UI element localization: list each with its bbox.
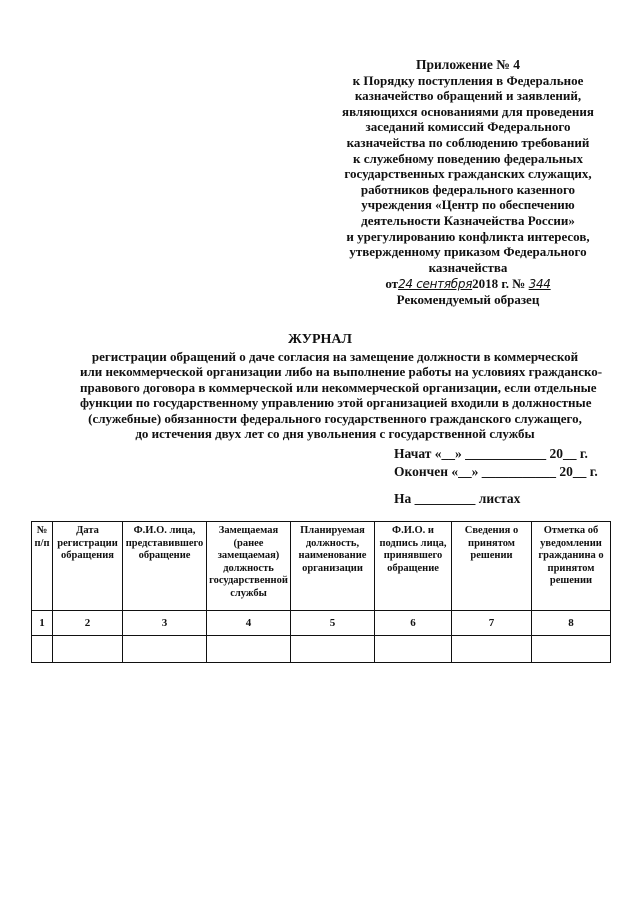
- appendix-line: казначейства: [428, 259, 508, 275]
- journal-subtitle-line: регистрации обращений о даче согласия на замещение должности в коммерческой: [91, 349, 579, 364]
- header-cell-planned-position: Планируемая должность, наименование организации: [291, 522, 375, 611]
- empty-cell[interactable]: [123, 636, 207, 663]
- appendix-line: и урегулированию конфликта интересов,: [346, 228, 590, 244]
- journal-title: ЖУРНАЛ: [288, 332, 352, 347]
- recommended-sample-label: Рекомендуемый образец: [396, 292, 540, 307]
- empty-cell[interactable]: [532, 636, 611, 663]
- appendix-line: работников федерального казенного: [360, 181, 576, 197]
- header-cell-receiver: Ф.И.О. и подпись лица, принявшего обращение: [375, 522, 452, 611]
- empty-cell[interactable]: [53, 636, 123, 663]
- column-number-cell: 6: [375, 611, 452, 636]
- appendix-line: являющихся основаниями для проведения: [342, 103, 594, 119]
- appendix-line: учреждения «Центр по обеспечению: [361, 197, 575, 213]
- column-number-cell: 8: [532, 611, 611, 636]
- column-number-cell: 3: [123, 611, 207, 636]
- empty-cell[interactable]: [375, 636, 452, 663]
- header-cell-position: Замещаемая (ранее замещаемая) должность государственной службы: [207, 522, 291, 611]
- appendix-line: утвержденному приказом Федерального: [349, 244, 587, 260]
- journal-subtitle-line: (служебные) обязанности федерального государственного гражданского служащего,: [88, 410, 582, 426]
- order-number-handwritten: 344: [528, 277, 551, 292]
- header-cell-number: № п/п: [32, 522, 53, 611]
- header-cell-applicant: Ф.И.О. лица, представившего обращение: [123, 522, 207, 611]
- sheets-count-line: На _________ листах: [394, 491, 521, 506]
- journal-subtitle: [80, 349, 603, 442]
- order-reference: [318, 276, 618, 293]
- empty-cell[interactable]: [452, 636, 532, 663]
- journal-subtitle-line: функции по государственному управлению этой организацией входили в должностные: [80, 395, 592, 411]
- order-prefix: от: [385, 276, 399, 292]
- header-cell-notification: Отметка об уведомлении гражданина о принятом решении: [532, 522, 611, 611]
- table-empty-row: [32, 636, 611, 663]
- appendix-line: к служебному поведению федеральных: [353, 150, 583, 166]
- journal-subtitle-line: до истечения двух лет со дня увольнения с государственной службы: [135, 426, 535, 442]
- table-header-row: [32, 522, 611, 611]
- column-number-cell: 4: [207, 611, 291, 636]
- header-cell-decision: Сведения о принятом решении: [452, 522, 532, 611]
- journal-subtitle-line: правового договора в коммерческой или некоммерческой организации, если отдельные: [80, 379, 597, 395]
- column-number-cell: 2: [53, 611, 123, 636]
- header-cell-date: Дата регистрации обращения: [53, 522, 123, 611]
- journal-subtitle-line: или некоммерческой организации либо на выполнение работы на условиях гражданско-: [80, 364, 603, 380]
- appendix-line: казначейства по соблюдению требований: [346, 134, 590, 150]
- appendix-line: деятельности Казначейства России»: [361, 212, 575, 228]
- appendix-line: казначейство обращений и заявлений,: [354, 88, 582, 104]
- empty-cell[interactable]: [207, 636, 291, 663]
- column-number-cell: 1: [32, 611, 53, 636]
- table-number-row: [32, 611, 611, 636]
- order-date-handwritten: 24 сентября: [398, 277, 473, 292]
- empty-cell[interactable]: [291, 636, 375, 663]
- column-number-cell: 7: [452, 611, 532, 636]
- appendix-line: государственных гражданских служащих,: [344, 166, 592, 182]
- order-year: 2018 г. №: [472, 276, 526, 292]
- journal-table: [31, 521, 611, 663]
- column-number-cell: 5: [291, 611, 375, 636]
- appendix-line: к Порядку поступления в Федеральное: [352, 72, 584, 88]
- empty-cell[interactable]: [32, 636, 53, 663]
- finished-date-line: Окончен «__» ___________ 20__ г.: [394, 464, 598, 479]
- appendix-line: заседаний комиссий Федерального: [365, 119, 571, 135]
- journal-dates: [394, 445, 598, 481]
- appendix-title: Приложение № 4: [416, 57, 520, 72]
- started-date-line: Начат «__» ____________ 20__ г.: [394, 446, 588, 461]
- appendix-block: [318, 57, 618, 293]
